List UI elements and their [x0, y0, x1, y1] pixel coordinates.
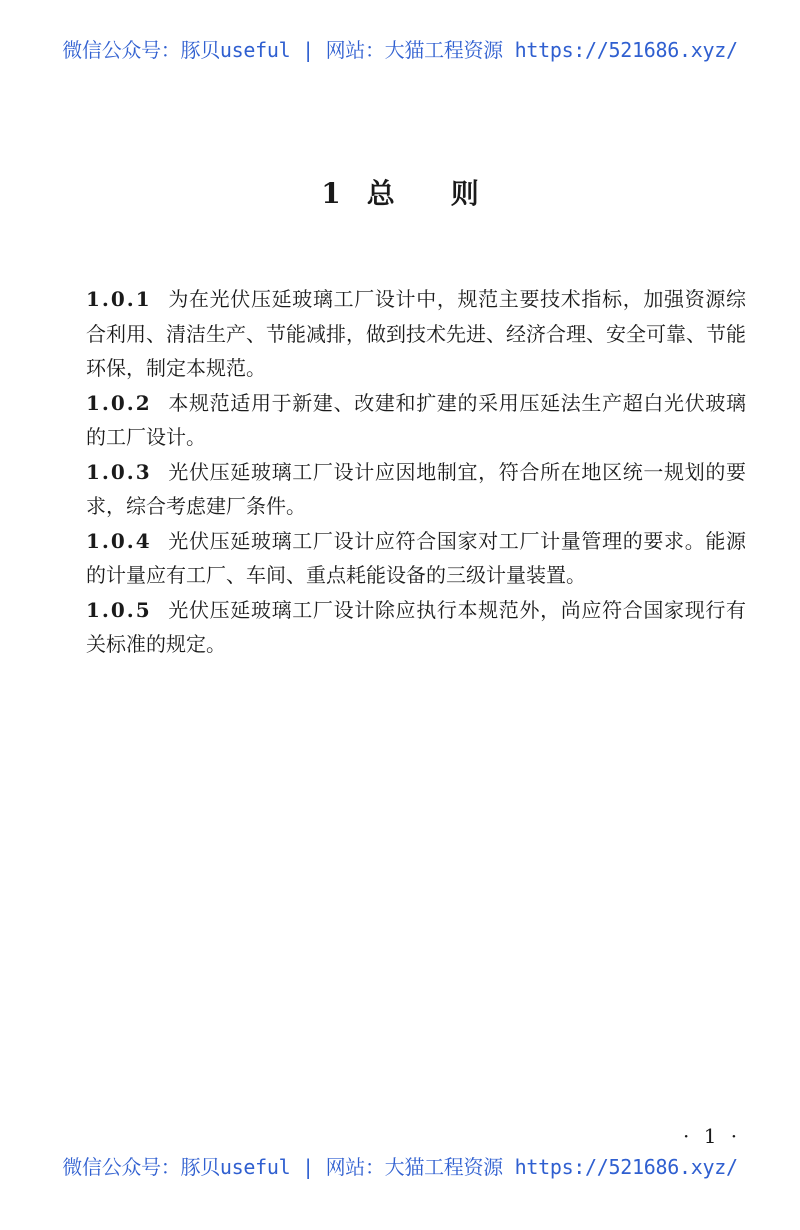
chapter-number: 1	[321, 177, 341, 210]
clause-1-0-4	[86, 524, 746, 593]
chapter-title-part1: 总	[366, 177, 395, 210]
watermark-bottom: 微信公众号：豚贝useful | 网站：大猫工程资源 https://521686.xyz/	[62, 1155, 738, 1179]
page-number: · 1 ·	[683, 1124, 742, 1148]
clause-number: 1.0.5	[86, 597, 152, 622]
clause-1-0-3	[86, 455, 746, 524]
clause-text: 光伏压延玻璃工厂设计除应执行本规范外，尚应符合国家现行有关标准的规定。	[86, 597, 746, 656]
clause-number: 1.0.4	[86, 528, 152, 553]
clause-number: 1.0.1	[86, 287, 152, 311]
clause-1-0-2	[86, 386, 746, 455]
chapter-title	[0, 172, 800, 212]
clause-1-0-5	[86, 593, 746, 662]
clause-number: 1.0.2	[86, 390, 152, 415]
watermark-top: 微信公众号：豚贝useful | 网站：大猫工程资源 https://521686.xyz/	[62, 38, 738, 62]
clause-list	[86, 282, 746, 662]
clause-text: 光伏压延玻璃工厂设计应因地制宜，符合所在地区统一规划的要求，综合考虑建厂条件。	[86, 459, 746, 518]
clause-text: 本规范适用于新建、改建和扩建的采用压延法生产超白光伏玻璃的工厂设计。	[86, 390, 746, 449]
clause-1-0-1	[86, 282, 746, 386]
clause-text: 光伏压延玻璃工厂设计应符合国家对工厂计量管理的要求。能源的计量应有工厂、车间、重点耗能设备的三级计量装置。	[86, 528, 746, 587]
clause-number: 1.0.3	[86, 459, 152, 484]
clause-text: 为在光伏压延玻璃工厂设计中，规范主要技术指标，加强资源综合利用、清洁生产、节能减排，做到技术先进、经济合理、安全可靠、节能环保，制定本规范。	[86, 287, 746, 380]
chapter-title-part2: 则	[450, 177, 479, 210]
